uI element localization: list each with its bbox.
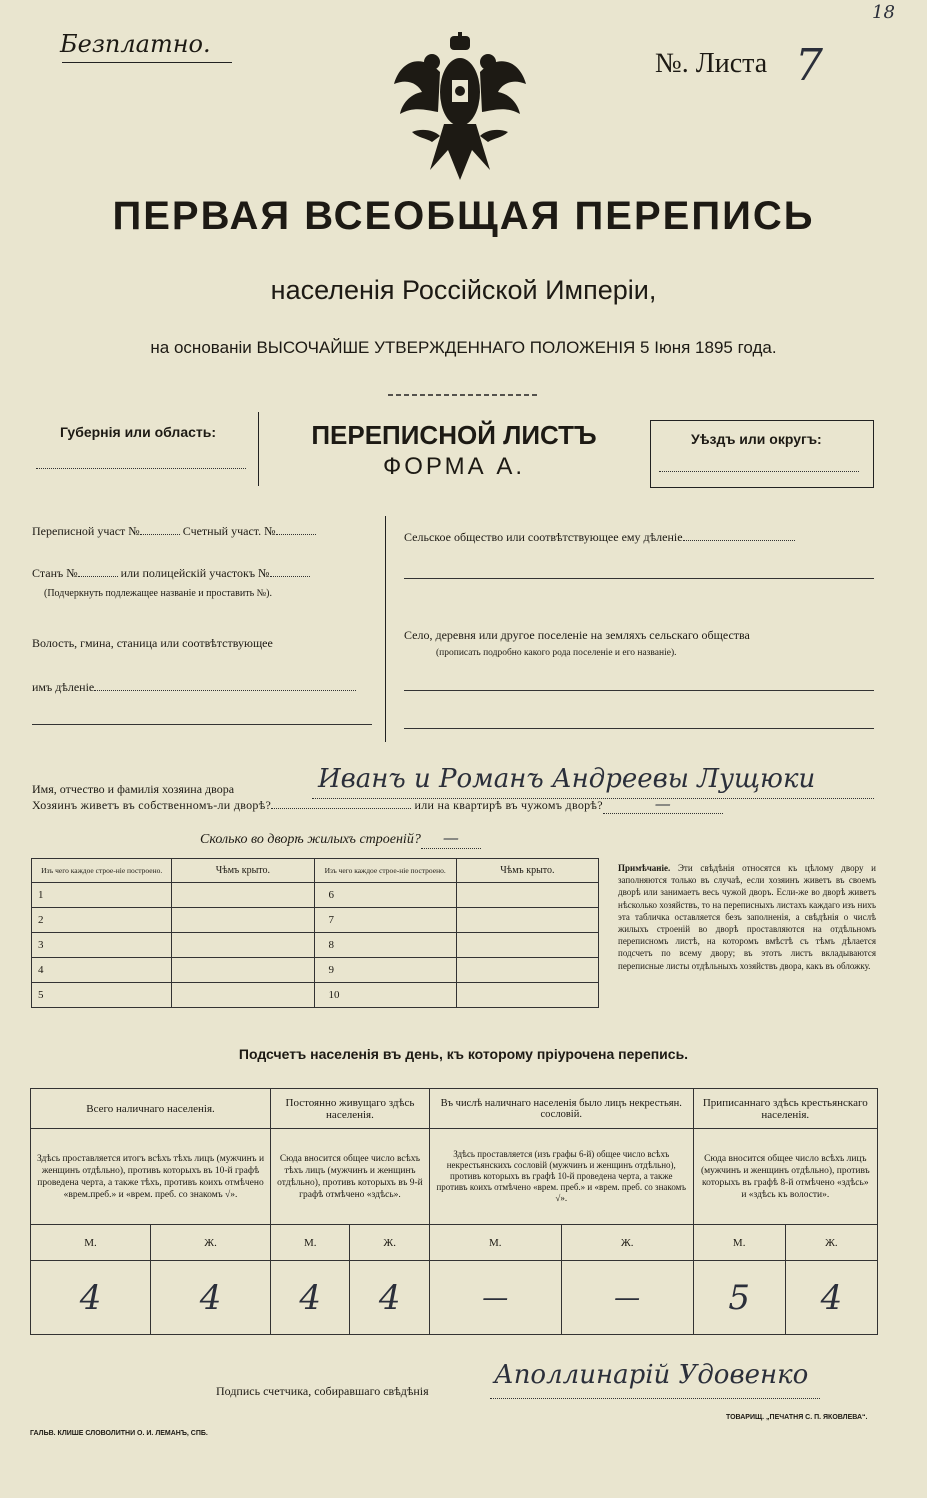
buildings-value: — [442, 828, 459, 847]
delenie-field-2[interactable] [32, 724, 372, 725]
roof-cell[interactable] [456, 883, 598, 908]
census-heading: Подсчетъ населенія въ день, къ которому пріурочена перепись. [238, 1046, 689, 1062]
row-num: 6 [314, 883, 456, 908]
row-num: 2 [32, 908, 172, 933]
row-num: 10 [314, 983, 456, 1008]
female-label: Ж. [785, 1225, 877, 1261]
row-num: 7 [314, 908, 456, 933]
lives-label: Хозяинъ живетъ въ собственномъ-ли дворѣ? [32, 798, 272, 812]
selo-note: (прописать подробно какого рода поселеніе и его названіе). [436, 648, 677, 658]
decorative-divider [388, 390, 538, 400]
buildings-table-head [32, 859, 599, 883]
table-row [32, 983, 599, 1008]
uchastok-label: Переписной участ № [32, 524, 140, 538]
basis-line: на основаніи ВЫСОЧАЙШЕ УТВЕРЖДЕННАГО ПОЛОЖЕНІЯ 5 Іюня 1895 года. [150, 338, 777, 357]
row-num: 5 [32, 983, 172, 1008]
male-label: М. [693, 1225, 785, 1261]
signature-label: Подпись счетчика, собиравшаго свѣдѣнія [216, 1384, 429, 1398]
male-label: М. [429, 1225, 561, 1261]
female-label: Ж. [350, 1225, 429, 1261]
head-material-right: Изъ чего каждое строе-ніе построено. [314, 859, 456, 883]
lives-row [32, 794, 723, 814]
female-count[interactable]: 4 [350, 1261, 429, 1335]
roof-cell[interactable] [172, 933, 314, 958]
selo-field-2[interactable] [404, 728, 874, 729]
head-roof-left: Чѣмъ крыто. [172, 859, 314, 883]
roof-cell[interactable] [456, 983, 598, 1008]
note-title: Примѣчаніе. [618, 863, 671, 873]
census-col-desc: Сюда вносится общее число всѣхъ лицъ (мужчинъ и женщинъ отдѣльно), противъ которыхъ въ графѣ 8-й отмѣчено «здѣсь» и «здѣсь къ волости». [693, 1129, 877, 1225]
free-underline [62, 62, 232, 63]
lives-field[interactable] [271, 808, 411, 809]
delenie-label: имъ дѣленіе [32, 680, 95, 694]
uezd-box [650, 420, 874, 488]
census-value-row [31, 1261, 878, 1335]
row-num: 1 [32, 883, 172, 908]
schet-field[interactable] [276, 534, 316, 535]
signature-value: Аполлинарій Удовенко [494, 1360, 809, 1390]
gubernia-box [30, 412, 259, 486]
uezd-field[interactable] [659, 471, 859, 472]
obshchestvo-field-2[interactable] [404, 578, 874, 579]
uezd-label: Уѣздъ или округъ: [691, 431, 822, 447]
obshchestvo-field[interactable] [683, 540, 795, 541]
lives-field-2[interactable] [603, 794, 723, 814]
free-label: Безплатно. [60, 30, 211, 58]
police-label: или полицейскій участокъ № [120, 566, 270, 580]
roof-cell[interactable] [172, 908, 314, 933]
row-num: 8 [314, 933, 456, 958]
stan-row [32, 566, 310, 581]
sheet-no-value: 7 [795, 40, 823, 91]
head-material-left: Изъ чего каждое строе-ніе построено. [32, 859, 172, 883]
underline-note: (Подчеркнуть подлежащее названіе и проставить №). [44, 588, 272, 599]
main-title: ПЕРВАЯ ВСЕОБЩАЯ ПЕРЕПИСЬ [112, 194, 815, 238]
female-count[interactable]: — [561, 1261, 693, 1335]
table-row [32, 883, 599, 908]
table-row [32, 933, 599, 958]
volost-label: Волость, гмина, станица или соотвѣтствующее [32, 636, 273, 650]
signature-field[interactable] [490, 1398, 820, 1399]
male-count[interactable]: — [429, 1261, 561, 1335]
buildings-row [200, 828, 481, 849]
sheet-no-label: №. Листа [655, 48, 768, 79]
census-col-head: Въ числѣ наличнаго населенія было лицъ некрестьян. сословій. [429, 1089, 693, 1129]
table-row [32, 958, 599, 983]
roof-cell[interactable] [172, 983, 314, 1008]
lives-value-2: — [654, 794, 672, 813]
roof-cell[interactable] [172, 883, 314, 908]
stan-field[interactable] [78, 576, 118, 577]
buildings-field[interactable] [421, 828, 481, 849]
schet-label: Счетный участ. № [182, 524, 276, 538]
census-table [30, 1088, 878, 1335]
uchastok-row [32, 524, 316, 539]
female-label: Ж. [561, 1225, 693, 1261]
buildings-table [31, 858, 599, 1008]
gubernia-label: Губернія или область: [60, 424, 217, 440]
roof-cell[interactable] [456, 933, 598, 958]
buildings-label: Сколько во дворѣ жилыхъ строеній? [200, 832, 421, 847]
selo-label: Село, деревня или другое поселеніе на земляхъ сельскаго общества [404, 628, 750, 642]
obshchestvo-row [404, 530, 795, 545]
female-label: Ж. [151, 1225, 271, 1261]
census-mf-row [31, 1225, 878, 1261]
table-row [32, 908, 599, 933]
uchastok-field[interactable] [140, 534, 180, 535]
census-col-head: Постоянно живущаго здѣсь населенія. [271, 1089, 430, 1129]
male-label: М. [31, 1225, 151, 1261]
note-block [618, 862, 876, 972]
delenie-row [32, 680, 356, 695]
delenie-field[interactable] [94, 690, 356, 691]
owner-name-value: Иванъ и Романъ Андреевы Лущюки [318, 764, 816, 794]
census-col-head: Всего наличнаго населенія. [31, 1089, 271, 1129]
double-headed-eagle-emblem [392, 32, 528, 182]
census-col-desc: Здѣсь проставляется итогъ всѣхъ тѣхъ лицъ (мужчинъ и женщинъ отдѣльно), противъ которыхъ въ 10-й графѣ проведена черта, а также тѣхъ, противъ коихъ отмѣчено «врем.преб.» и «врем. преб. со знакомъ √». [31, 1129, 271, 1225]
roof-cell[interactable] [456, 908, 598, 933]
form-subtitle: ФОРМА А. [383, 453, 525, 480]
form-title: ПЕРЕПИСНОЙ ЛИСТЪ [311, 420, 597, 450]
row-num: 3 [32, 933, 172, 958]
census-head-row [31, 1089, 878, 1129]
row-num: 4 [32, 958, 172, 983]
note-text: Эти свѣдѣнія относятся къ цѣлому двору и заполняются только въ случаѣ, если хозяинъ живетъ въ своемъ дворѣ или занимаетъ весь чужой дворъ. Если-же во дворѣ живетъ нѣсколько хозяйствъ, то на переписныхъ листахъ каждаго изъ нихъ эта табличка оставляется безъ заполненія, а свѣдѣнія о числѣ жилыхъ строеній во дворѣ проставляются на отдѣльномъ переписномъ листѣ, на которомъ вмѣстѣ съ тѣмъ дѣлается подсчетъ по всему двору; въ этотъ листъ вкладываются переписные листы отдѣльныхъ хозяйствъ двора, какъ въ обложку. [618, 863, 876, 971]
census-col-desc: Сюда вносится общее число всѣхъ тѣхъ лицъ (мужчинъ и женщинъ отдѣльно), противъ которыхъ въ 9-й графѣ отмѣчено «здѣсь». [271, 1129, 430, 1225]
stan-label: Станъ № [32, 566, 78, 580]
sub-title: населенія Россійской Имперіи, [270, 275, 657, 305]
lives-label-2: или на квартирѣ въ чужомъ дворѣ? [414, 798, 603, 812]
footer-right: ТОВАРИЩ. „ПЕЧАТНЯ С. П. ЯКОВЛЕВА“. [726, 1414, 868, 1421]
selo-field[interactable] [404, 690, 874, 691]
footer-left: ГАЛЬВ. КЛИШЕ СЛОВОЛИТНИ О. И. ЛЕМАНЪ, СПБ. [30, 1430, 208, 1437]
female-count[interactable]: 4 [785, 1261, 877, 1335]
gubernia-field[interactable] [36, 468, 246, 469]
male-count[interactable]: 4 [31, 1261, 151, 1335]
roof-cell[interactable] [456, 958, 598, 983]
census-col-head: Приписаннаго здѣсь крестьянскаго населенія. [693, 1089, 877, 1129]
female-count[interactable]: 4 [151, 1261, 271, 1335]
head-roof-right: Чѣмъ крыто. [456, 859, 598, 883]
form-title-box [258, 412, 650, 492]
location-divider [385, 516, 386, 742]
census-col-desc: Здѣсь проставляется (изъ графы 6-й) общее число всѣхъ некрестьянскихъ сословій (мужчинъ и женщинъ отдѣльно), противъ которыхъ въ графѣ 10-й проведена черта, а также противъ коихъ отмѣчено «врем. преб.» и «врем. преб. со знакомъ √». [429, 1129, 693, 1225]
corner-mark: 18 [872, 2, 895, 23]
male-count[interactable]: 5 [693, 1261, 785, 1335]
male-label: М. [271, 1225, 350, 1261]
census-desc-row [31, 1129, 878, 1225]
owner-name-label: Имя, отчество и фамилія хозяина двора [32, 782, 235, 796]
male-count[interactable]: 4 [271, 1261, 350, 1335]
police-field[interactable] [270, 576, 310, 577]
obshchestvo-label: Сельское общество или соотвѣтствующее ему дѣленіе [404, 530, 683, 544]
roof-cell[interactable] [172, 958, 314, 983]
row-num: 9 [314, 958, 456, 983]
